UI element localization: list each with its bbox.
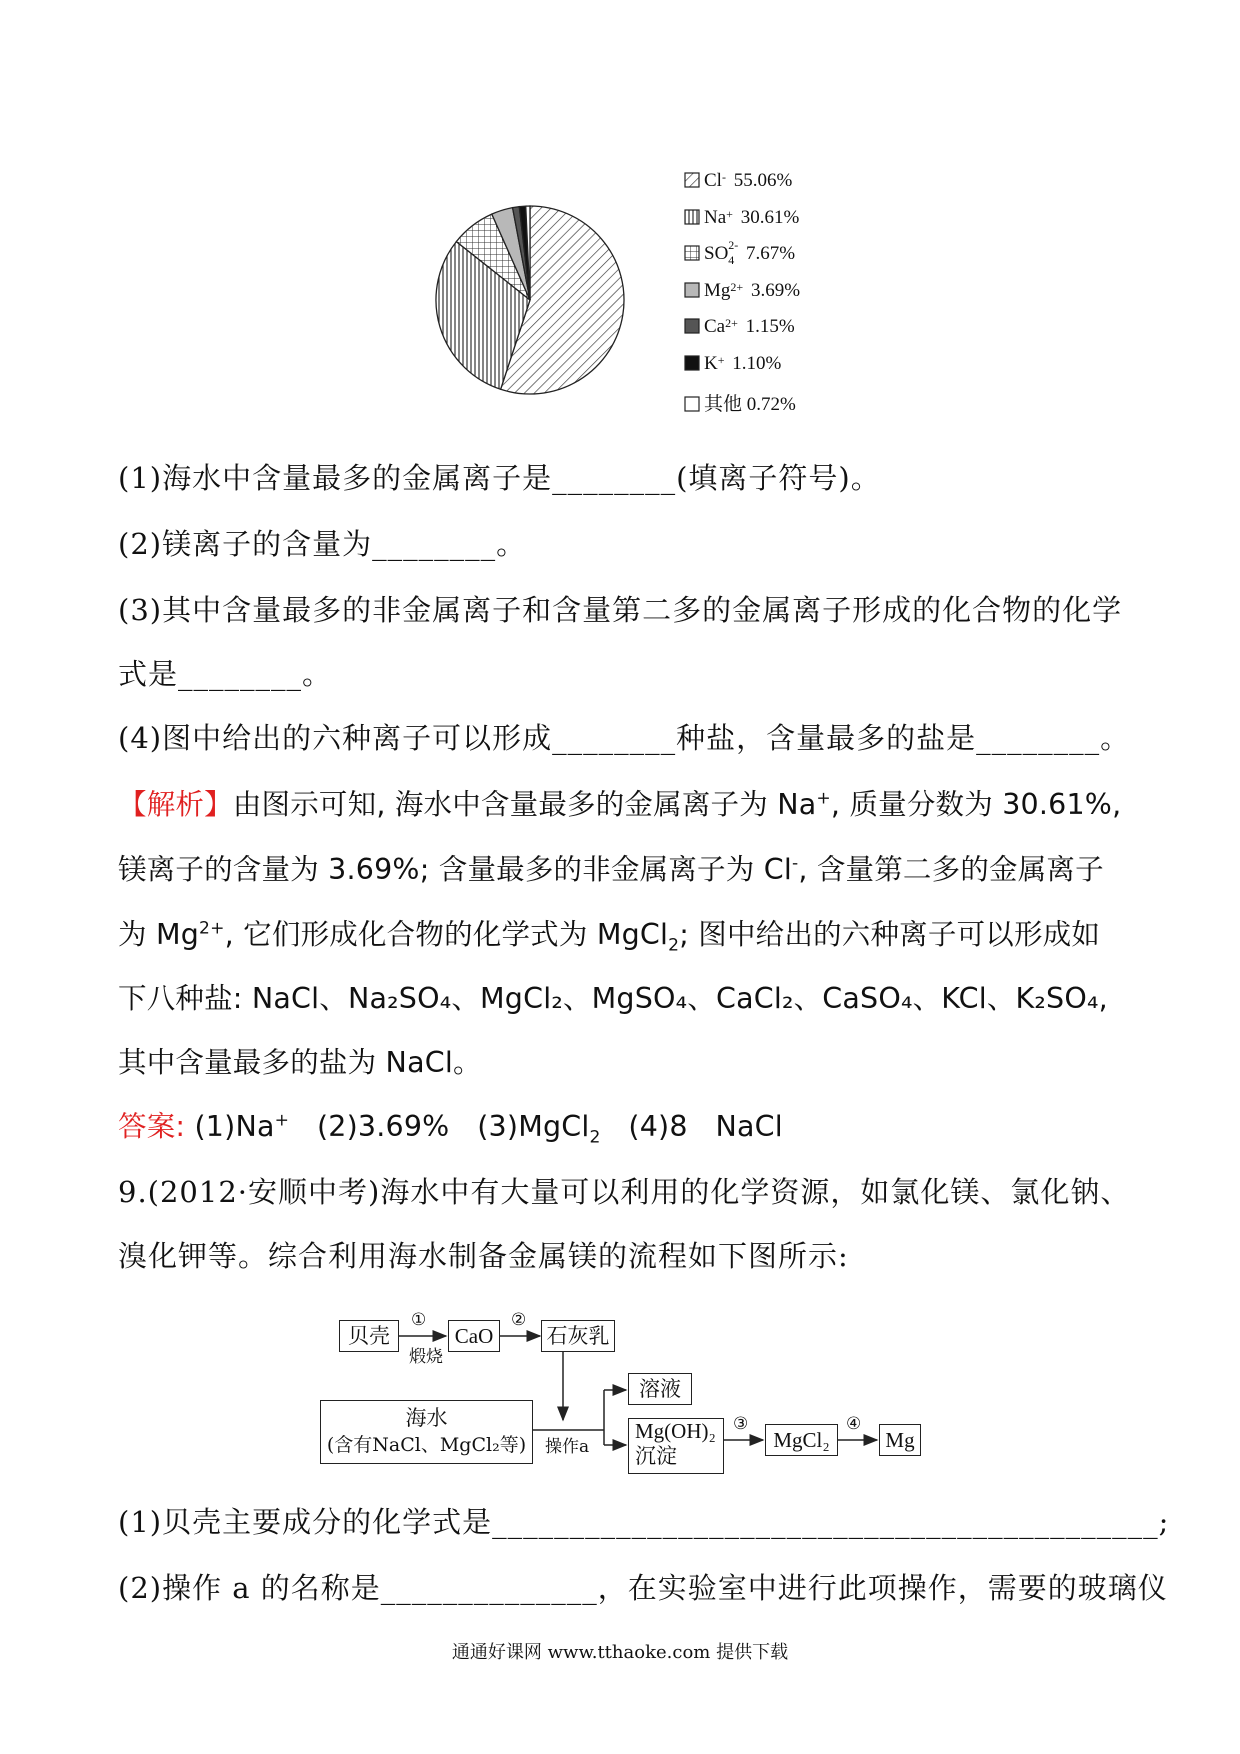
- legend-ion-1: Na: [704, 206, 727, 228]
- flow-seawater-box: [320, 1400, 533, 1464]
- legend-pct-6: 0.72%: [742, 394, 796, 415]
- legend-item-2: SO 2- 4 7.67%: [684, 243, 795, 266]
- flow-step-1-label: ①: [411, 1310, 427, 1330]
- question-8-4: (4)图中给出的六种离子可以形成________种盐，含量最多的盐是________。: [118, 721, 1131, 755]
- question-8-1: (1)海水中含量最多的金属离子是________(填离子符号)。: [118, 461, 881, 495]
- legend-ion-3: Mg: [704, 279, 731, 301]
- question-8-3-line1: (3)其中含量最多的非金属离子和含量第二多的金属离子形成的化合物的化学: [118, 593, 1123, 627]
- flow-seawater-title: 海水: [405, 1406, 448, 1430]
- flow-calcine-label: 煅烧: [409, 1347, 443, 1367]
- flow-mg-box: Mg: [879, 1424, 921, 1456]
- legend-item-3: Mg 2+ 3.69%: [684, 280, 800, 302]
- question-9-line2: 溴化钾等。综合利用海水制备金属镁的流程如下图所示:: [118, 1239, 849, 1273]
- flow-step-3-label: ③: [733, 1414, 749, 1434]
- legend-pct-3: 3.69%: [746, 279, 801, 301]
- legend-item-5: K + 1.10%: [684, 353, 781, 375]
- legend-pct-1: 30.61%: [735, 206, 800, 228]
- analysis-line-5: 其中含量最多的盐为 NaCl。: [118, 1046, 482, 1079]
- flow-step-2-label: ②: [511, 1310, 527, 1330]
- footer-credit: 通通好课网 www.tthaoke.com 提供下载: [451, 1642, 789, 1663]
- legend-pct-2: 7.67%: [741, 243, 796, 264]
- flow-mgoh2-formula: Mg(OH)₂: [635, 1419, 716, 1443]
- analysis-line-2: 镁离子的含量为 3.69%; 含量最多的非金属离子为 Cl-, 含量第二多的金属离子: [118, 853, 1104, 886]
- legend-ion-5: K: [704, 352, 718, 374]
- flow-mgoh2-precipitate: 沉淀: [635, 1444, 677, 1468]
- legend-item-4: Ca 2+ 1.15%: [684, 316, 795, 338]
- flow-solution-box: 溶液: [628, 1373, 692, 1405]
- legend-ion-4: Ca: [704, 316, 726, 337]
- flow-operation-a-label: 操作a: [545, 1437, 590, 1457]
- analysis-tag: 【解析】: [118, 788, 233, 821]
- flow-seawater-contents: (含有NaCl、MgCl₂等): [326, 1434, 527, 1456]
- question-9-line1: 9.(2012·安顺中考)海水中有大量可以利用的化学资源，如氯化镁、氯化钠、: [118, 1175, 1131, 1209]
- question-8-2: (2)镁离子的含量为________。: [118, 527, 527, 561]
- flow-step-4-label: ④: [846, 1414, 862, 1434]
- flow-mgoh2-box: [628, 1418, 724, 1474]
- legend-item-1: Na + 30.61%: [684, 207, 799, 229]
- flow-cao-box: CaO: [448, 1320, 500, 1352]
- flow-lime-box: 石灰乳: [541, 1320, 615, 1352]
- answer-tag: 答案:: [118, 1110, 186, 1143]
- analysis-line-3: 为 $Mg^{2+}$, 它们形成化合物的化学式为 MgCl$_2$; 图中给出的六种离子可以形成如: [118, 918, 1101, 956]
- legend-pct-0: 55.06%: [728, 170, 793, 191]
- legend-ion-0: Cl: [704, 170, 722, 191]
- flow-mgcl2-box: MgCl₂: [765, 1424, 838, 1456]
- flow-shell-box: 贝壳: [339, 1320, 399, 1352]
- question-9-1: (1)贝壳主要成分的化学式是___________________________________________;: [118, 1505, 1170, 1539]
- legend-ion-2: SO: [704, 243, 729, 264]
- legend-pct-5: 1.10%: [727, 352, 782, 374]
- legend-item-0: Cl - 55.06%: [684, 170, 792, 192]
- legend-ion-6: 其他: [704, 394, 743, 415]
- answer-line: 答案: (1)Na+ (2)3.69% (3)MgCl$_2$ (4)8 NaCl: [118, 1110, 783, 1148]
- analysis-line-1: 【解析】由图示可知, 海水中含量最多的金属离子为 Na+, 质量分数为 30.61%,: [118, 788, 1122, 821]
- legend-pct-4: 1.15%: [740, 316, 795, 337]
- analysis-line-4: 下八种盐: NaCl、Na₂SO₄、MgCl₂、MgSO₄、CaCl₂、CaSO₄、KCl、K₂SO₄,: [118, 982, 1108, 1015]
- question-9-2: (2)操作 a 的名称是______________，在实验室中进行此项操作，需要的玻璃仪: [118, 1571, 1168, 1605]
- question-8-3-line2: 式是________。: [118, 657, 333, 691]
